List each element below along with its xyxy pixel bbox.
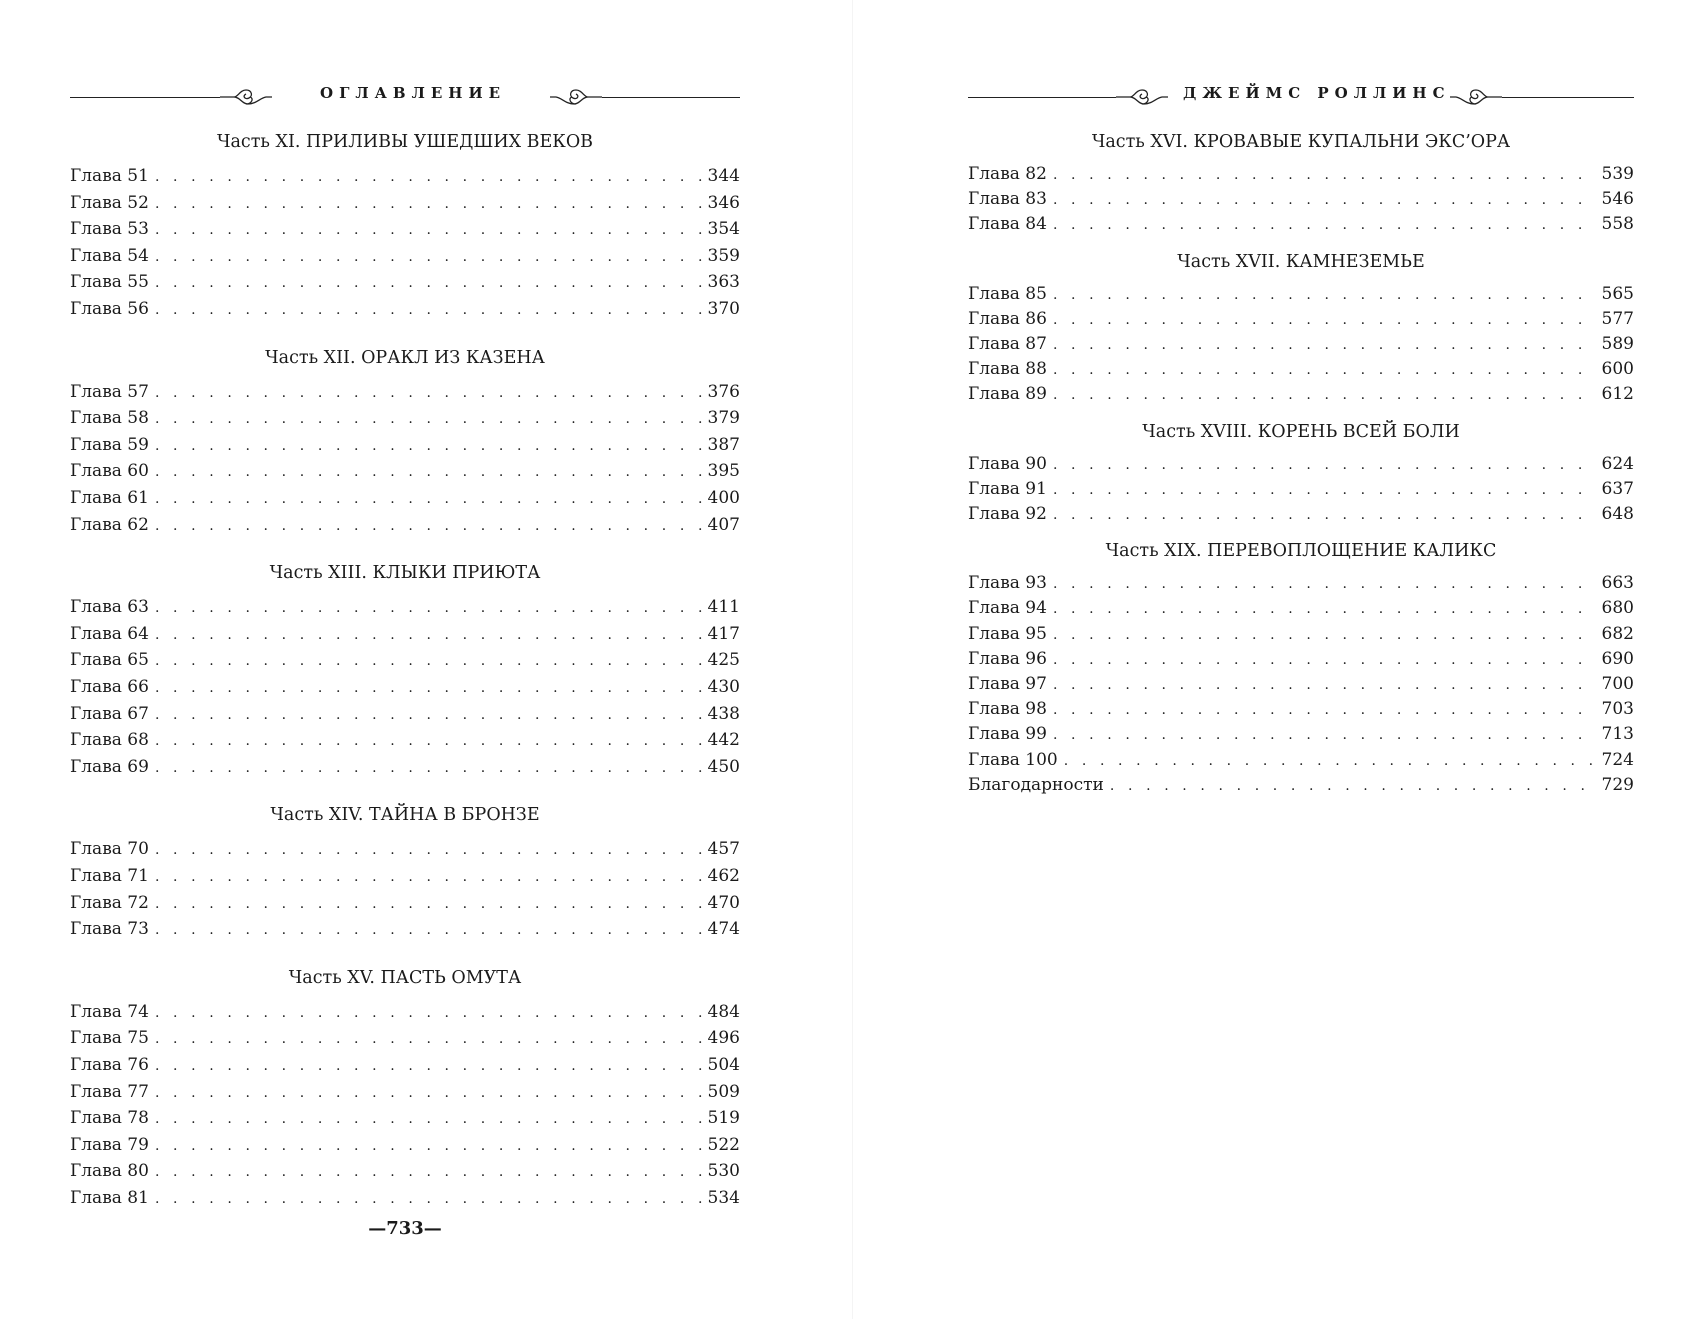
chapter-label: Глава 60 — [70, 461, 149, 482]
page-ref: 682 — [1601, 623, 1634, 644]
chapter-label: Глава 72 — [70, 892, 149, 913]
toc-entry[interactable] — [70, 864, 740, 888]
toc-entry[interactable] — [70, 917, 740, 941]
dot-leader — [1110, 774, 1596, 798]
dot-leader — [155, 1160, 702, 1184]
page-ref: 430 — [707, 677, 740, 697]
dot-leader — [1053, 453, 1596, 477]
chapter-label: Глава 55 — [70, 272, 149, 293]
chapter-label: Глава 93 — [968, 573, 1047, 594]
toc-entry[interactable] — [70, 675, 740, 699]
toc-entry[interactable] — [70, 406, 740, 430]
chapter-label: Глава 58 — [70, 408, 149, 429]
toc-entry[interactable] — [70, 191, 740, 215]
page-ref: 387 — [707, 434, 740, 455]
dot-leader — [1053, 673, 1596, 697]
chapter-label: Глава 94 — [968, 598, 1047, 619]
book-gutter — [852, 0, 853, 1319]
dot-leader — [155, 298, 702, 322]
chapter-label: Глава 63 — [70, 597, 149, 618]
chapter-label: Глава 74 — [70, 1001, 149, 1022]
page-ref: 680 — [1601, 598, 1634, 619]
chapter-label: Благодарности — [968, 774, 1104, 795]
toc-entry[interactable] — [70, 433, 740, 457]
part-title: Часть XIV. ТАЙНА В БРОНЗЕ — [270, 805, 540, 826]
chapter-label: Глава 68 — [70, 730, 149, 751]
page-ref: 438 — [707, 703, 740, 724]
page-ref: 637 — [1601, 478, 1634, 499]
dot-leader — [155, 218, 702, 242]
dot-leader — [1053, 383, 1596, 407]
chapter-label: Глава 77 — [70, 1081, 149, 1102]
running-head-right — [968, 80, 1634, 110]
page-ref: 577 — [1601, 308, 1634, 329]
page-ref: 379 — [707, 408, 740, 429]
dot-leader — [1053, 308, 1596, 332]
dot-leader — [1053, 333, 1596, 357]
toc-entry[interactable] — [70, 728, 740, 752]
page-ref: 565 — [1601, 283, 1634, 304]
toc-entry[interactable] — [70, 622, 740, 646]
chapter-label: Глава 96 — [968, 648, 1047, 669]
right-page — [968, 0, 1634, 1319]
page-ref: 457 — [707, 839, 740, 860]
chapter-label: Глава 62 — [70, 514, 149, 535]
chapter-label: Глава 83 — [968, 189, 1047, 210]
part-title: Часть XV. ПАСТЬ ОМУТА — [288, 967, 522, 988]
toc-entry[interactable] — [70, 1159, 740, 1183]
toc-entry[interactable] — [70, 595, 740, 619]
dot-leader — [155, 729, 702, 753]
dot-leader — [155, 1081, 702, 1105]
toc-entry[interactable] — [70, 459, 740, 483]
page-ref: 484 — [707, 1001, 740, 1022]
dot-leader — [1053, 163, 1596, 187]
dot-leader — [1053, 648, 1596, 672]
dot-leader — [155, 649, 702, 673]
toc-entry[interactable] — [70, 380, 740, 404]
dot-leader — [1053, 283, 1596, 307]
dot-leader — [155, 623, 702, 647]
left-page — [70, 0, 740, 1319]
page-ref: 729 — [1601, 774, 1634, 795]
toc-entry[interactable] — [968, 357, 1634, 381]
page-ref: 558 — [1601, 214, 1634, 235]
toc-entry[interactable] — [968, 596, 1634, 620]
page-ref: 509 — [707, 1081, 740, 1102]
page-ref: 346 — [707, 192, 740, 213]
flourish-ornament-icon — [220, 84, 272, 110]
toc-entry[interactable] — [968, 162, 1634, 186]
dot-leader — [155, 1134, 702, 1158]
head-rule-left — [70, 97, 220, 98]
dot-leader — [1053, 188, 1596, 212]
chapter-label: Глава 53 — [70, 219, 149, 240]
page-ref: 546 — [1601, 189, 1634, 210]
part-title: Часть XIX. ПЕРЕВОПЛОЩЕНИЕ КАЛИКС — [1105, 541, 1497, 562]
page-ref: 354 — [707, 219, 740, 240]
toc-entry[interactable] — [968, 697, 1634, 721]
toc-entry[interactable] — [968, 622, 1634, 646]
toc-entry[interactable] — [968, 282, 1634, 306]
page-ref: 411 — [707, 597, 740, 618]
dot-leader — [155, 703, 702, 727]
page-ref: 703 — [1601, 699, 1634, 720]
chapter-label: Глава 71 — [70, 866, 149, 886]
dot-leader — [155, 245, 702, 269]
dot-leader — [1053, 213, 1596, 237]
dot-leader — [155, 1001, 702, 1025]
page-ref: 470 — [707, 892, 740, 913]
dot-leader — [155, 487, 702, 511]
toc-entry[interactable] — [70, 1053, 740, 1077]
chapter-label: Глава 99 — [968, 724, 1047, 745]
chapter-label: Глава 97 — [968, 674, 1047, 694]
dot-leader — [155, 460, 702, 484]
page-ref: 359 — [707, 245, 740, 266]
dot-leader — [155, 434, 702, 458]
toc-entry[interactable] — [70, 297, 740, 321]
chapter-label: Глава 78 — [70, 1108, 149, 1129]
toc-entry[interactable] — [70, 702, 740, 726]
page-ref: 534 — [707, 1188, 740, 1208]
toc-entry[interactable] — [70, 217, 740, 241]
chapter-label: Глава 69 — [70, 756, 149, 777]
page-ref: 589 — [1601, 334, 1634, 354]
dot-leader — [1053, 623, 1596, 647]
page-ref: 530 — [707, 1161, 740, 1182]
page-ref: 407 — [707, 514, 740, 535]
toc-entry[interactable] — [70, 164, 740, 188]
toc-entry[interactable] — [968, 307, 1634, 331]
part-title: Часть XII. ОРАКЛ ИЗ КАЗЕНА — [265, 347, 545, 368]
dot-leader — [1064, 749, 1596, 773]
toc-entry[interactable] — [70, 1133, 740, 1157]
dot-leader — [155, 1027, 702, 1051]
toc-entry[interactable] — [968, 672, 1634, 696]
running-head-left — [70, 80, 740, 110]
part-title: Часть XVIII. КОРЕНЬ ВСЕЙ БОЛИ — [1142, 421, 1460, 442]
page-ref: 376 — [707, 381, 740, 402]
toc-entry[interactable] — [70, 244, 740, 268]
dot-leader — [155, 192, 702, 216]
chapter-label: Глава 79 — [70, 1134, 149, 1155]
toc-entry[interactable] — [968, 452, 1634, 476]
dot-leader — [155, 514, 702, 538]
toc-entry[interactable] — [70, 486, 740, 510]
toc-entry[interactable] — [70, 1186, 740, 1210]
dot-leader — [155, 892, 702, 916]
chapter-label: Глава 56 — [70, 299, 149, 319]
head-rule-right — [602, 97, 740, 98]
page-ref: 417 — [707, 623, 740, 644]
dot-leader — [155, 838, 702, 862]
dot-leader — [155, 865, 702, 889]
head-rule-right — [1502, 97, 1634, 98]
page-ref: 519 — [707, 1108, 740, 1129]
page-ref: 648 — [1601, 504, 1634, 524]
chapter-label: Глава 59 — [70, 434, 149, 455]
page-ref: 442 — [707, 730, 740, 751]
page-ref: 612 — [1601, 384, 1634, 405]
page-ref: 690 — [1601, 648, 1634, 669]
page-ref: 395 — [707, 461, 740, 482]
toc-entry[interactable] — [70, 1026, 740, 1050]
dot-leader — [155, 1107, 702, 1131]
page-ref: 522 — [707, 1134, 740, 1155]
chapter-label: Глава 76 — [70, 1055, 149, 1075]
part-title: Часть XVII. КАМНЕЗЕМЬЕ — [1177, 251, 1425, 272]
toc-entry[interactable] — [968, 477, 1634, 501]
dot-leader — [155, 407, 702, 431]
flourish-ornament-icon — [1450, 84, 1502, 110]
chapter-label: Глава 91 — [968, 478, 1047, 499]
toc-entry[interactable] — [70, 648, 740, 672]
dot-leader — [155, 1187, 702, 1211]
dot-leader — [1053, 597, 1596, 621]
chapter-label: Глава 95 — [968, 623, 1047, 644]
dot-leader — [1053, 572, 1596, 596]
toc-entry[interactable] — [968, 502, 1634, 526]
toc-entry[interactable] — [968, 647, 1634, 671]
toc-entry[interactable] — [70, 837, 740, 861]
chapter-label: Глава 57 — [70, 381, 149, 402]
running-head-title: ДЖЕЙМС РОЛЛИНС — [1183, 84, 1451, 102]
running-head-title: ОГЛАВЛЕНИЕ — [320, 84, 507, 102]
page-ref: 496 — [707, 1028, 740, 1049]
dot-leader — [155, 165, 702, 189]
chapter-label: Глава 80 — [70, 1161, 149, 1182]
dot-leader — [155, 918, 702, 942]
toc-entry[interactable] — [968, 187, 1634, 211]
chapter-label: Глава 52 — [70, 192, 149, 213]
flourish-ornament-icon — [550, 84, 602, 110]
page-ref: 713 — [1601, 724, 1634, 745]
dot-leader — [155, 381, 702, 405]
page-ref: 370 — [707, 299, 740, 319]
dot-leader — [155, 596, 702, 620]
toc-entry[interactable] — [70, 270, 740, 294]
page-ref: 700 — [1601, 674, 1634, 694]
toc-entry[interactable] — [70, 1080, 740, 1104]
chapter-label: Глава 81 — [70, 1188, 149, 1208]
part-title: Часть XIII. КЛЫКИ ПРИЮТА — [269, 563, 541, 584]
page-ref: 663 — [1601, 573, 1634, 594]
toc-entry[interactable] — [968, 722, 1634, 746]
toc-entry[interactable] — [968, 571, 1634, 595]
dot-leader — [155, 271, 702, 295]
chapter-label: Глава 90 — [968, 453, 1047, 474]
page-ref: 724 — [1601, 749, 1634, 770]
page-ref: 450 — [707, 756, 740, 777]
page-ref: 474 — [707, 919, 740, 940]
chapter-label: Глава 67 — [70, 703, 149, 724]
dot-leader — [1053, 723, 1596, 747]
chapter-label: Глава 75 — [70, 1028, 149, 1049]
page-ref: 600 — [1601, 359, 1634, 380]
dot-leader — [1053, 698, 1596, 722]
toc-entry[interactable] — [968, 748, 1634, 772]
part-title: Часть XVI. КРОВАВЫЕ КУПАЛЬНИ ЭКС’ОРА — [1091, 132, 1511, 152]
part-title: Часть XI. ПРИЛИВЫ УШЕДШИХ ВЕКОВ — [216, 132, 594, 152]
toc-entry[interactable] — [968, 773, 1634, 797]
head-rule-left — [968, 97, 1116, 98]
page-ref: 344 — [707, 166, 740, 186]
page-ref: 425 — [707, 650, 740, 671]
toc-entry[interactable] — [70, 891, 740, 915]
toc-entry[interactable] — [70, 1106, 740, 1130]
dot-leader — [155, 1054, 702, 1078]
chapter-label: Глава 73 — [70, 919, 149, 940]
chapter-label: Глава 61 — [70, 488, 149, 508]
toc-entry[interactable] — [968, 382, 1634, 406]
chapter-label: Глава 92 — [968, 504, 1047, 524]
chapter-label: Глава 89 — [968, 384, 1047, 405]
toc-entry[interactable] — [70, 755, 740, 779]
chapter-label: Глава 65 — [70, 650, 149, 671]
chapter-label: Глава 70 — [70, 839, 149, 860]
dot-leader — [155, 756, 702, 780]
flourish-ornament-icon — [1116, 84, 1168, 110]
toc-entry[interactable] — [70, 1000, 740, 1024]
chapter-label: Глава 86 — [968, 308, 1047, 329]
chapter-label: Глава 98 — [968, 699, 1047, 720]
page-ref: 363 — [707, 272, 740, 293]
toc-entry[interactable] — [968, 332, 1634, 356]
page-ref: 400 — [707, 488, 740, 508]
chapter-label: Глава 66 — [70, 677, 149, 697]
page-ref: 539 — [1601, 164, 1634, 184]
dot-leader — [1053, 478, 1596, 502]
chapter-label: Глава 88 — [968, 359, 1047, 380]
toc-entry[interactable] — [70, 513, 740, 537]
chapter-label: Глава 54 — [70, 245, 149, 266]
chapter-label: Глава 51 — [70, 166, 149, 186]
chapter-label: Глава 100 — [968, 749, 1058, 770]
page-ref: 462 — [707, 866, 740, 886]
toc-entry[interactable] — [968, 212, 1634, 236]
page-ref: 624 — [1601, 453, 1634, 474]
chapter-label: Глава 85 — [968, 283, 1047, 304]
dot-leader — [1053, 358, 1596, 382]
chapter-label: Глава 84 — [968, 214, 1047, 235]
chapter-label: Глава 87 — [968, 334, 1047, 354]
page-ref: 504 — [707, 1055, 740, 1075]
chapter-label: Глава 64 — [70, 623, 149, 644]
page-number: —733— — [368, 1218, 442, 1239]
dot-leader — [1053, 503, 1596, 527]
chapter-label: Глава 82 — [968, 164, 1047, 184]
dot-leader — [155, 676, 702, 700]
